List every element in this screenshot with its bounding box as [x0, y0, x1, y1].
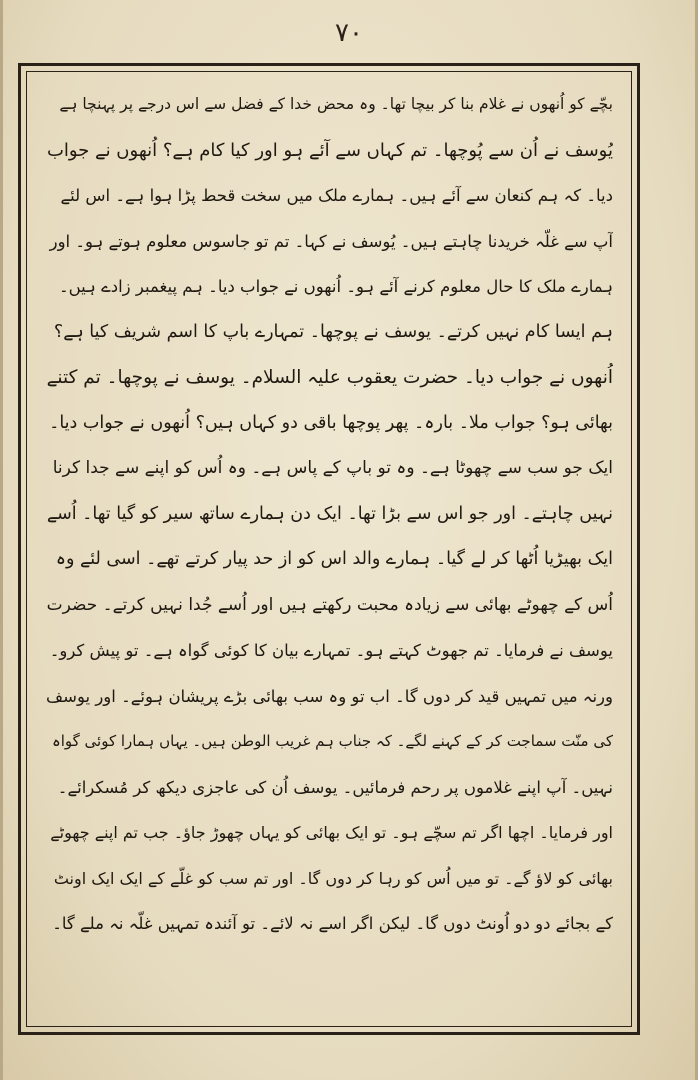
text-line: بچّے کو اُنھوں نے غلام بنا کر بیچا تھا۔ وہ محض خدا کے فضل سے اس درجے پر پہنچا ہے	[59, 95, 613, 113]
text-line: دیا۔ کہ ہم کنعان سے آئے ہیں۔ ہمارے ملک میں سخت قحط پڑا ہوا ہے۔ اس لئے	[60, 186, 613, 205]
page-number: ۷۰	[335, 18, 363, 48]
text-line: ہم ایسا کام نہیں کرتے۔ یوسف نے پوچھا۔ تمہارے باپ کا اسم شریف کیا ہے؟	[53, 321, 613, 342]
page-border-inner	[26, 71, 632, 1027]
page-text	[45, 82, 613, 1020]
text-line: اُنھوں نے جواب دیا۔ حضرت یعقوب علیہ السلام۔ یوسف نے پوچھا۔ تم کتنے	[46, 367, 613, 388]
text-line: ایک بھیڑیا اُٹھا کر لے گیا۔ ہمارے والد اس کو از حد پیار کرتے تھے۔ اسی لئے وہ	[55, 549, 613, 569]
text-line: نہیں۔ آپ اپنے غلاموں پر رحم فرمائیں۔ یوسف اُن کی عاجزی دیکھ کر مُسکرائے۔	[57, 777, 613, 797]
page-border	[18, 63, 640, 1035]
text-line: کے بجائے دو دو اُونٹ دوں گا۔ لیکن اگر اسے نہ لائے۔ تو آئندہ تمہیں غلّہ نہ ملے گا۔	[52, 914, 613, 933]
text-line: بھائی کو لاؤ گے۔ تو میں اُس کو رہا کر دوں گا۔ اور تم سب کو غلّے کے ایک ایک اونٹ	[53, 868, 613, 888]
text-line: نہیں چاہتے۔ اور جو اس سے بڑا تھا۔ ایک دن ہمارے ساتھ سیر کو گیا تھا۔ اُسے	[46, 503, 613, 524]
text-line: آپ سے غلّہ خریدنا چاہتے ہیں۔ یُوسف نے کہا۔ تم تو جاسوس معلوم ہوتے ہو۔ اور	[49, 231, 613, 251]
text-line: کی منّت سماجت کر کے کہنے لگے۔ کہ جناب ہم غریب الوطن ہیں۔ یہاں ہمارا کوئی گواہ	[51, 732, 613, 750]
text-line: ہمارے ملک کا حال معلوم کرنے آئے ہو۔ اُنھوں نے جواب دیا۔ ہم پیغمبر زادے ہیں۔	[58, 277, 613, 296]
text-line: اور فرمایا۔ اچھا اگر تم سچّے ہو۔ تو ایک بھائی کو یہاں چھوڑ جاؤ۔ جب تم اپنے چھوٹے	[50, 823, 613, 842]
text-line: بھائی ہو؟ جواب ملا۔ بارہ۔ پھر پوچھا باقی دو کہاں ہیں؟ اُنھوں نے جواب دیا۔	[49, 412, 613, 433]
text-line: ایک جو سب سے چھوٹا ہے۔ وہ تو باپ کے پاس ہے۔ وہ اُس کو اپنے سے جدا کرنا	[52, 458, 613, 478]
text-line: یُوسف نے اُن سے پُوچھا۔ تم کہاں سے آئے ہو اور کیا کام ہے؟ اُنھوں نے جواب	[46, 139, 613, 161]
text-line: اُس کے چھوٹے بھائی سے زیادہ محبت رکھتے ہیں اور اُسے جُدا نہیں کرتے۔ حضرت	[46, 594, 613, 615]
text-line: یوسف نے فرمایا۔ تم جھوٹ کہتے ہو۔ تمہارے بیان کا کوئی گواہ ہے۔ تو پیش کرو۔	[49, 641, 613, 660]
text-line: ورنہ میں تمہیں قید کر دوں گا۔ اب تو وہ سب بھائی بڑے پریشان ہوئے۔ اور یوسف	[46, 686, 613, 706]
